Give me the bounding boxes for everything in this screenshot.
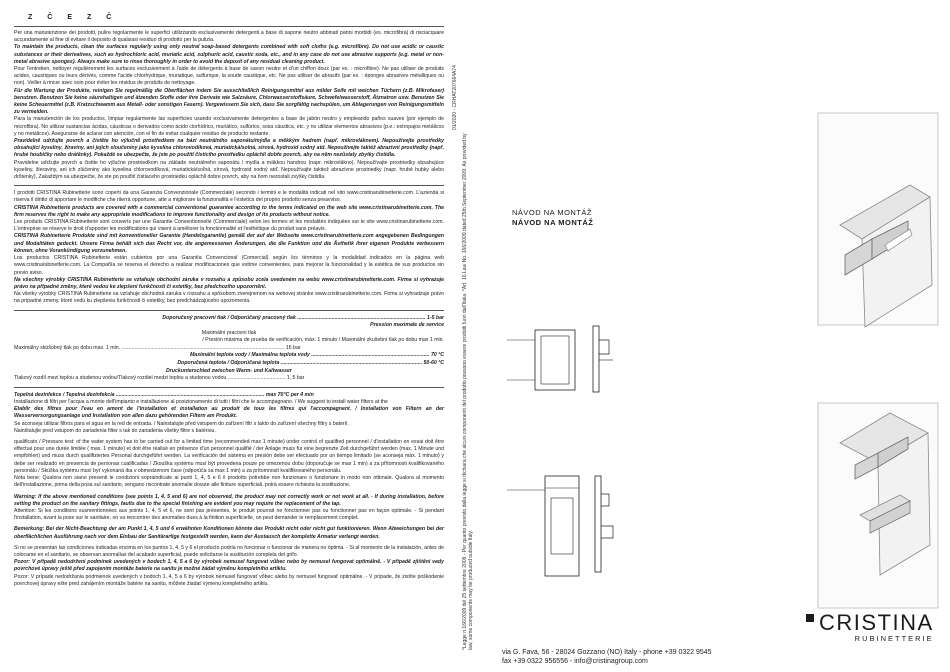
install-line: Tepelná dezinfekce / Tepelná dezinfekcia ....................................................................................................... max 70°C per 4 min <box>14 391 314 398</box>
install-line: Installazione di filtri per l'acqua a monte dell'impianto e installazione al posizionamento di tutti i filtri che le accompagnano. / We suggest to install water filters at the <box>14 399 388 406</box>
spec-line: Maximální pracovní tlak <box>201 329 257 336</box>
specs-section <box>14 315 444 383</box>
logo-square-icon <box>806 614 814 622</box>
divider <box>14 185 444 186</box>
divider <box>14 310 444 311</box>
spec-line: Pression maximale de service <box>370 322 444 329</box>
product-illustration-bottom <box>800 395 950 630</box>
install-section <box>14 392 444 588</box>
address-line: via G. Fava, 56 - 28024 Gozzano (NO) Italy - phone +39 0322 9545 <box>502 649 712 656</box>
spec-line: Tlakový rozdíl mezi teplou a studenou vodou/Tlakový rozdiel medzi teplou a studenou vodou ........................................ 1, 5 bar <box>14 375 305 382</box>
warranty-section <box>14 190 444 305</box>
care-fr: Pour l'entretien, nettoyer régulièrement les surfaces exclusivement à l'aide de détergents à base de savon neutre et d'un chiffon doux (par ex. : microfibre). Ne pas utiliser de produits acides, caustiques ou leurs dérivés, comme l'acide chlorhydrique, muriatique, sulfurique, la soude caustique, etc. Ne pas utiliser de abrasifs (par ex. : éponges abrasives métalliques ou non). Veiller à rincer avec soin pour éviter les résidus de produits de nettoyage. <box>14 66 444 87</box>
lang-code: Z <box>87 14 93 21</box>
spec-line: / Presión máxima de prueba de verificación, máx. 1 minuto / Maximální zkušební tlak po dobu max 1 min. <box>202 337 444 344</box>
spec-line: Doporučená teplota / Odporúčaná teplota .................................................................................................. 50-60 °C <box>177 360 444 367</box>
lang-code: E <box>67 14 74 21</box>
warranty-sk: Na všetky výrobky CRISTINA Rubinetterie sa vzťahuje obchodná záruka v rozsahu a spôsobom zverejnenom na webovej stránke www.cristinarubinetterie.com. Firma si vyhradzuje právo na prípadné zmeny, ktoré vedú ku zlepšeniu funkčnosti či estetiky, bez predchádzajúceho upozornenia. <box>14 291 444 305</box>
left-text-column <box>14 14 444 588</box>
care-en: To maintain the products, clean the surfaces regularly using only neutral soap-based detergents combined with soft cloths (e.g. microfibre). Do not use acidic or caustic substances or their derivatives, such as hydrochloric acid, muriatic acid, sulphuric acid, caustic soda, etc., and in any case do not use abrasive supports (e.g. metal or non-metal abrasive sponges). Always make sure to rinse thoroughly in order to avoid the deposit of any residual cleaning product. <box>14 44 444 65</box>
care-es: Para la manutención de los productos, limpiar regularmente las superficies usando exclusivamente detergentes a base de jabón neutro y empleando paños suaves (por ejemplo de microfibra). No utilizar sustancias ácidas, cáusticas o derivados como ácido clorhídrico, muriático, sulfúrico, sosa cáustica, etc. y no utilizar elementos abrasivos (p.e.: estropajos metálicos y no metálicos). Asegurarse de aclarar con atención, con el fin de evitar cualquier residuo de producto restante. <box>14 116 444 137</box>
warranty-en: CRISTINA Rubinetterie products are covered with a commercial conventional guarantee according to the terms indicated on the web site www.cristinarubinetterie.com. The firm reserves the right to make any appropriate modifications to improve functionality and design of its products without notice. <box>14 204 444 218</box>
spec-line: Maximální teplota vody / Maximálna teplota vody .................................................................................. 70 °C <box>189 352 444 359</box>
care-section <box>14 30 444 181</box>
lang-code: Č <box>106 14 113 21</box>
warranty-es: Los productos CRISTINA Rubinetterie están cubiertos por una Garantía Convencional (Comercial) según los términos y la modalidad indicados en la página web www.cristinarubinetterie.com. La Compañía se reserva el derecho a realizar modificaciones que estime convenientes, para mejorar la funcionalidad y la estética de sus productos sin previo aviso. <box>14 255 444 276</box>
legal-note: *Legge n.166/2009 del 25 settembre 2009 - Per quanto previsto dalla legge si dichiara che alcuni componenti del prodotto possono essere prodotti fuori dall'Italia. *Art. 16 Law No. 166/2009 dated 25th September 2009: As provided by law, some components may be produced outside Italy. <box>462 133 474 650</box>
install-line: Pozor: V případě nedodržení podmínek uvedených v bodech 1, 4, 5 a 6 by výrobek nemusel fungovat vůbec nebo by nemusel fungovat optimálně. - V případě zjištění vady povrchové úpravy ještě před zapojením montáže baterie na sanitu je možné žádat výměnu kompletního artiklu. <box>14 559 444 573</box>
install-line: Bemerkung: Bei der Nicht-Beachtung der am Punkt 1, 4, 5 und 6 erwähnten Konditionen könnte das Produkt nicht oder nicht gut funktionieren. Wenn Abweichungen bei der oberflächlichen Ausführung nach vor dem Einbau der Sanitärartige festgestellt werden, kann der Austausch der komplette Armatur verlangt werden. <box>14 526 444 540</box>
lang-code: Č <box>47 14 54 21</box>
install-line: Attention: Si les conditions susmentionnées aux points 1, 4, 5 et 6, ne sont pas présentes, le produit pourrait ne fonctionner pas ou fonctionner pas en façon optimale. - Si pendant l'installation, avant la pose sur le sanitaire, on va rencontrer des anomalies dues à la finition superficielle, on peut demander le remplacement complet. <box>14 507 444 522</box>
technical-drawing-bottom <box>505 470 625 580</box>
brand-name: CRISTINA <box>819 610 934 635</box>
title-line: NÁVOD NA MONTÁŽ <box>512 208 593 217</box>
warranty-it: I prodotti CRISTINA Rubinetterie sono coperti da una Garanzia Convenzionale (Commerciale) secondo i termini e le modalità indicati nel sito www.cristinarubinetterie.com. L'azienda si riserva il diritto di apportare le modifiche che riterrà opportune, atte a migliorare la funzionalità e l'estetica del proprio prodotto senza preavviso. <box>14 190 444 204</box>
lang-code: Z <box>28 14 34 21</box>
address-line: fax +39 0322 956556 - info@cristinagroup.com <box>502 658 648 665</box>
product-illustration-top <box>800 105 950 335</box>
document-title <box>512 208 593 228</box>
brand-logo <box>806 610 934 643</box>
document-code: 01/2020 - CRHAT207664A74 <box>452 65 458 130</box>
brand-subtitle: RUBINETTERIE <box>854 634 934 643</box>
language-header <box>14 14 444 27</box>
care-cz: Pravidelně udržujte povrch a čistěte ho výlučně prostředkem na bázi neutrálního saponátu/mýdla a měkkým hadrem (např. mikrovláknem). Nepoužívejte prostředky obsahující kyseliny, žíraviny, ani jejich sloučeniny jako kyselina chlorovodíková, muriatická/solná, sírová, hydroxid sodný atd. Nepoužívejte taktéž abrazivní prostředky (např. hrubé houbičky nebo drátěnky). Pokaždé se ubezpečte, že jste po použití čisticího prostředku opláchli dobře povrch, aby na něm nezůstaly zbytky čistidla. <box>14 138 444 159</box>
warranty-fr: Les produits CRISTINA Rubinetterie sont couverts par une Garantie Conventionnelle (Commerciale) selon les termes et les modalités indiquées sur le site www.cristinarubinetterie.com. L'entreprise se réserve le droit d'apporter les modifications qui visent à améliorer la fonctionnalité et l'esthétique du produit sans préavis. <box>14 219 444 233</box>
warranty-de: CRISTINA Rubinetterie Produkte sind mit konventioneller Garantie (Handelsgarantie) gemäß der auf der Webseite www.cristinarubinetterie.com angegebenen Bedingungen und Modalitäten gedeckt. Unsere Firma behält sich das Recht vor, die angemessenen Änderungen, die die Funktion und die Ästhetik ihrer eigenen Produkte verbessern können, ohne Vorankündigung vorzunehmen. <box>14 233 444 254</box>
warranty-cz: Na všechny výrobky CRISTINA Rubinetterie se vztahuje obchodní záruka v rozsahu a způsobu zcela uvedeném na webu www.cristinarubinetterie.com. Firma si vyhrazuje právo na případné změny, které vedou ke zlepšení funkčnosti či estetiky, bez předchozího upozornění. <box>14 276 444 290</box>
spec-line: Doporučený pracovní tlak / Odporúčaný pracovný tlak ......................................................................................... 1-5 bar <box>162 314 444 321</box>
install-line: Pozor: V prípade nedodržania podmienok uvedených v bodoch 1, 4, 5 a 6 by výrobok nemusel fungovať vôbec alebo by nemusel fungovať optimálne. - V prípade, že zistíte poškodenie povrchovej úpravy ešte pred zahájením montáže batérie na sanitu, môžete žiadať výmenu kompletného artiklu. <box>14 573 444 587</box>
care-it: Per una manutenzione dei prodotti, pulire regolarmente le superfici utilizzando esclusivamente detergenti a base di sapone neutro abbinati panni morbidi (es. microfibra) di risciacquare accuratamente al fine di evitare il deposito di qualsiasi residuo di prodotto per la pulizia. <box>14 30 444 44</box>
install-line: Nainštalujte pred vstupom do zariadenia filter s tak do zariadenia všetky filtre s batériou. <box>14 427 216 434</box>
install-line: Etablir des filtres pour l'eau en amont de l'installation et installation au produit de tous les filtres qui l'accompagnent. / Installation von Filtern an der Wasserversorgungsanlage und Installation von allen dazu gehörenden Filtern am Produkt. <box>14 406 444 420</box>
title-line: NÁVOD NA MONTÁŽ <box>512 218 594 227</box>
install-line: qualificato / Pressure test: of the water system has to be carried out for a limited time (recommended max 1 minute) under control of qualified personnel / d'installation en essai doit être effectué pour une durée limitée ( max. 1 minute) et doit être réalisé en présence d'un personnel qualifié / der Anlage muss für eine begrenzte Zeit durchgeführt werden (max. 1 Minute und empfohlen) und muss durch qualifiziertes Personal durchgeführt werden. La verificación del sistema en presión debe ser efectuado por un tiempo limitado (se aconseja máx. 1 minuto) y debe ser realizado en presencia de personas cualificadas / Zkouška systému musí být provedena pouze po omezenou dobu (doporučuje se max 1 min) a za přítomnosti kvalifikovaného personálu / Skúška systému musí byť vykonaná iba v obmedzenom čase (odporúča sa max 1 min) a za prítomnosti kvalifikovaného personálu. <box>14 439 444 474</box>
technical-drawing-top <box>505 320 625 400</box>
care-sk: Pravidelne udržujte povrch a čistite ho výlučne prostriedkom na základe neutrálneho saponátu / mydla a mäkkou handrou (napr. mikrovlákno). Nepoužívajte prostriedky obsahujúce kyseliny, žieraviny, ani ich zlúčeniny ako kyselina chlorovodíková, muriatická/soľná, sírová, hydroxid sodný atď. Nepoužívajte taktiež abrazívne prostriedky (napr. hrubé hubky alebo drôtenky). Zakaždým sa ubezpečte, že ste po použití čistiaceho prostriedku opláchli dobre povrch, aby na ňom nezostali zvyšky čistidla. <box>14 159 444 181</box>
install-line: Si no se presentan las condiciones indicadas encima en los puntos 1, 4, 5 y 6 el producto podría no funcionar o funcionar de manera no óptima. - Si al momento de la instalación, antes de colocarse en el sanitario, se observan anomalías del acabado superficial, puede solicitarse la sustitución completa del grifo. <box>14 544 444 558</box>
company-address <box>502 648 712 666</box>
install-line: Se aconseja utilizar filtros para el agua en la red de entrada. / Nainstalujte před vstupem do zařízení filtr s takto do zařízení všechny filtry s baterií. <box>14 420 349 427</box>
install-line: Nota bene: Qualora non siano presenti le condizioni sopraindicate ai punti 1, 4, 5 e 6 il prodotto potrebbe non funzionare o funzionare in modo non ottimale. Qualora al momento dell'installazione, prima della posa sul sanitario, vengano riscontrate anomalie dovute alle finiture superficiali, potrà essere richiesta la sostituzione. <box>14 475 444 489</box>
care-de: Für die Wartung der Produkte, reinigen Sie regelmäßig die Oberflächen indem Sie ausschließlich Reinigungsmittel aus milder Seife mit weichen Tüchern (z.B. Mikrofaser) benutzen. Benutzen Sie keine säurehaltigen und ätzenden Stoffe oder ihre Derivate wie Salzsäure, Chlorwasserstoffsäure, Schwefelwasserstoff, Ätznatron usw. Benutzen Sie keine Scheuermittel (z.B. Kratzschwamm aus Metall- oder sonstigen Fasern). Vergewissern Sie sich, dass Sie sorgfältig nachspülen, um Ablagerungen von Reinigungsmitteln zu vermeiden. <box>14 87 444 116</box>
install-line: Warning: If the above mentioned conditions (see points 1, 4, 5 and 6) are not observed, the product may not correctly work or not work at all. - If during installation, before setting the product on the sanitary fittings, faults due to the special finishing are evident you may require the replacement of the tap. <box>14 493 444 507</box>
spec-line: Druckunterschied zwischen Warm- und Kaltwasser <box>166 367 292 374</box>
divider <box>14 387 444 388</box>
spec-line: Maximálny skúšobný tlak po dobu max. 1 min. ................................................................................................................. 16 bar <box>14 344 301 351</box>
